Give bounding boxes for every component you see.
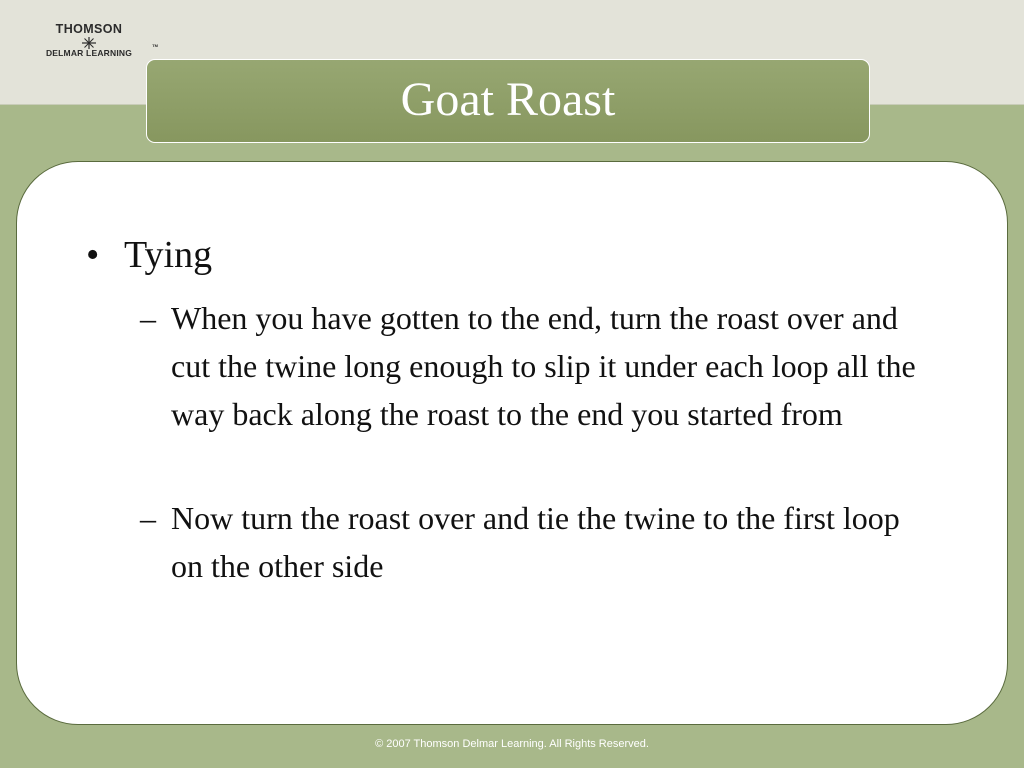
thomson-delmar-logo [24, 22, 158, 66]
sub-bullet-text: When you have gotten to the end, turn the roast over and cut the twine long enough to slip it under each loop all the way back along the roast to the end you started from [171, 300, 916, 432]
logo-star-icon [24, 36, 154, 48]
sub-bullet-marker: – [140, 300, 156, 336]
logo-line-1: THOMSON [55, 22, 123, 36]
bullet-item [86, 232, 212, 278]
sub-bullet-item [140, 494, 930, 590]
bullet-text: Tying [124, 234, 213, 276]
bullet-marker: • [86, 234, 100, 276]
slide-title: Goat Roast [400, 73, 616, 126]
logo-line-2: DELMAR LEARNING [45, 48, 133, 58]
sub-bullet-text: Now turn the roast over and tie the twine to the first loop on the other side [171, 500, 900, 584]
sub-bullet-item [140, 294, 930, 438]
copyright-footer: © 2007 Thomson Delmar Learning. All Rights Reserved. [375, 738, 649, 750]
sub-bullet-marker: – [140, 500, 156, 536]
logo-trademark: TM [152, 43, 158, 48]
slide-title-box [146, 59, 870, 143]
